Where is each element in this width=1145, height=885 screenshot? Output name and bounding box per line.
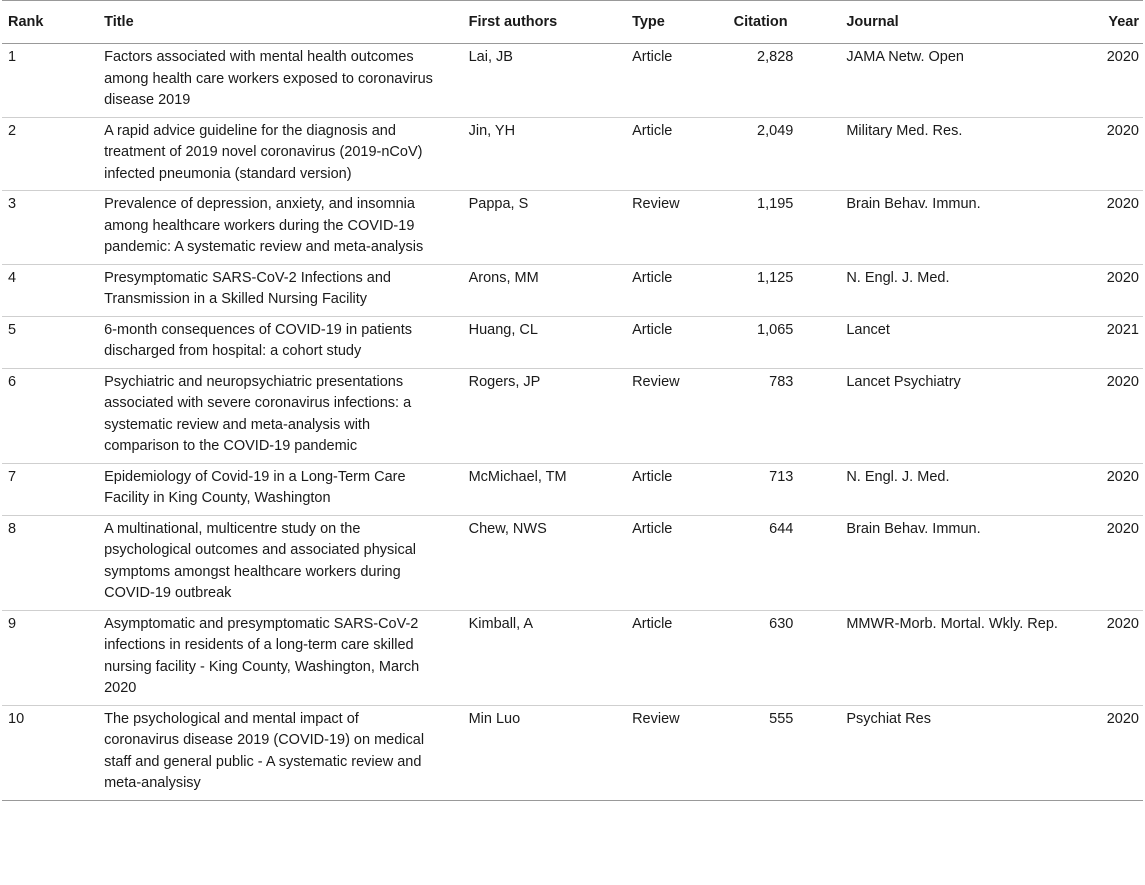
table-row <box>2 191 1143 265</box>
cell-title: Prevalence of depression, anxiety, and insomnia among healthcare workers during the COVID-19 pandemic: A systematic review and meta-analysis <box>104 196 424 255</box>
cell-journal: N. Engl. J. Med. <box>846 468 950 485</box>
header-type: Type <box>632 14 665 30</box>
cell-first-authors: Jin, YH <box>468 122 516 139</box>
cell-first-authors: Lai, JB <box>468 49 513 65</box>
cell-citation: 1,195 <box>757 196 794 212</box>
cell-type: Article <box>632 49 673 65</box>
cell-type: Article <box>632 321 673 338</box>
table-row <box>2 117 1143 191</box>
cell-rank: 8 <box>8 520 17 537</box>
cell-title: Psychiatric and neuropsychiatric presentations associated with severe coronavirus infections: a systematic review and meta-analysis with comparison to the COVID-19 pandemic <box>104 373 412 454</box>
header-citation: Citation <box>733 14 788 30</box>
cell-year: 2020 <box>1106 196 1139 212</box>
table-row <box>2 463 1143 515</box>
header-row <box>2 1 1143 44</box>
cell-citation: 783 <box>769 373 794 390</box>
header-year: Year <box>1108 14 1139 30</box>
cell-citation: 630 <box>769 615 794 632</box>
cell-year: 2020 <box>1106 615 1139 632</box>
cell-citation: 2,828 <box>757 49 794 65</box>
cell-title: The psychological and mental impact of coronavirus disease 2019 (COVID-19) on medical staff and general public - A systematic review and meta-analysisy <box>104 710 425 791</box>
cell-title: Presymptomatic SARS-CoV-2 Infections and Transmission in a Skilled Nursing Facility <box>104 269 391 307</box>
cell-journal: Psychiat Res <box>846 710 931 727</box>
cell-title: Asymptomatic and presymptomatic SARS-CoV-2 infections in residents of a long-term care skilled nursing facility - King County, Washington, March 2020 <box>104 615 420 696</box>
cell-type: Article <box>632 269 673 286</box>
cell-journal: Lancet Psychiatry <box>846 373 961 390</box>
cell-rank: 7 <box>8 468 17 485</box>
cell-type: Article <box>632 615 673 632</box>
cell-title: A rapid advice guideline for the diagnosis and treatment of 2019 novel coronavirus (2019-nCoV) infected pneumonia (standard version) <box>104 122 423 182</box>
cell-journal: Military Med. Res. <box>846 122 963 139</box>
cell-type: Review <box>632 373 680 390</box>
header-title: Title <box>104 14 134 30</box>
cell-first-authors: Kimball, A <box>468 615 534 632</box>
cell-rank: 1 <box>8 49 17 65</box>
table-row <box>2 44 1143 118</box>
table-row <box>2 316 1143 368</box>
header-first-authors: First authors <box>468 14 558 30</box>
cell-type: Review <box>632 710 680 727</box>
cell-title: A multinational, multicentre study on the psychological outcomes and associated physical symptoms amongst healthcare workers during COVID-19 outbreak <box>104 520 417 601</box>
cell-rank: 2 <box>8 122 17 139</box>
cell-year: 2020 <box>1106 373 1139 390</box>
cell-first-authors: Pappa, S <box>468 196 529 212</box>
cell-rank: 4 <box>8 269 17 286</box>
cell-citation: 713 <box>769 468 794 485</box>
cell-type: Article <box>632 122 673 139</box>
cell-journal: Brain Behav. Immun. <box>846 196 981 212</box>
cell-journal: MMWR-Morb. Mortal. Wkly. Rep. <box>846 615 1058 632</box>
table-row <box>2 515 1143 610</box>
cell-year: 2020 <box>1106 710 1139 727</box>
cell-journal: Brain Behav. Immun. <box>846 520 981 537</box>
cell-type: Article <box>632 520 673 537</box>
table-row <box>2 610 1143 705</box>
cell-first-authors: Rogers, JP <box>468 373 541 390</box>
cell-rank: 10 <box>8 710 25 727</box>
table-row <box>2 705 1143 800</box>
cell-citation: 644 <box>769 520 794 537</box>
cell-title: Epidemiology of Covid-19 in a Long-Term Care Facility in King County, Washington <box>104 468 406 506</box>
cell-type: Review <box>632 196 680 212</box>
cell-journal: N. Engl. J. Med. <box>846 269 950 286</box>
cell-year: 2021 <box>1106 321 1139 338</box>
header-rank: Rank <box>8 14 44 30</box>
cell-year: 2020 <box>1106 49 1139 65</box>
cell-rank: 3 <box>8 196 17 212</box>
cell-rank: 6 <box>8 373 17 390</box>
cell-rank: 9 <box>8 615 17 632</box>
cell-citation: 1,065 <box>757 321 794 338</box>
table-header <box>2 1 1143 44</box>
cell-first-authors: Chew, NWS <box>468 520 547 537</box>
cell-year: 2020 <box>1106 520 1139 537</box>
cell-year: 2020 <box>1106 269 1139 286</box>
header-journal: Journal <box>846 14 899 30</box>
cell-title: 6-month consequences of COVID-19 in patients discharged from hospital: a cohort study <box>104 321 412 359</box>
cell-rank: 5 <box>8 321 17 338</box>
cell-citation: 555 <box>769 710 794 727</box>
citation-table <box>2 0 1143 801</box>
cell-year: 2020 <box>1106 122 1139 139</box>
cell-first-authors: Min Luo <box>468 710 521 727</box>
cell-first-authors: Arons, MM <box>468 269 539 286</box>
cell-journal: Lancet <box>846 321 890 338</box>
cell-first-authors: McMichael, TM <box>468 468 567 485</box>
cell-journal: JAMA Netw. Open <box>846 49 964 65</box>
cell-first-authors: Huang, CL <box>468 321 538 338</box>
table-row <box>2 368 1143 463</box>
cell-citation: 2,049 <box>757 122 794 139</box>
table-body <box>2 44 1143 801</box>
cell-year: 2020 <box>1106 468 1139 485</box>
table-row <box>2 264 1143 316</box>
cell-type: Article <box>632 468 673 485</box>
cell-citation: 1,125 <box>757 269 794 286</box>
cell-title: Factors associated with mental health outcomes among health care workers exposed to coronavirus disease 2019 <box>104 49 433 108</box>
